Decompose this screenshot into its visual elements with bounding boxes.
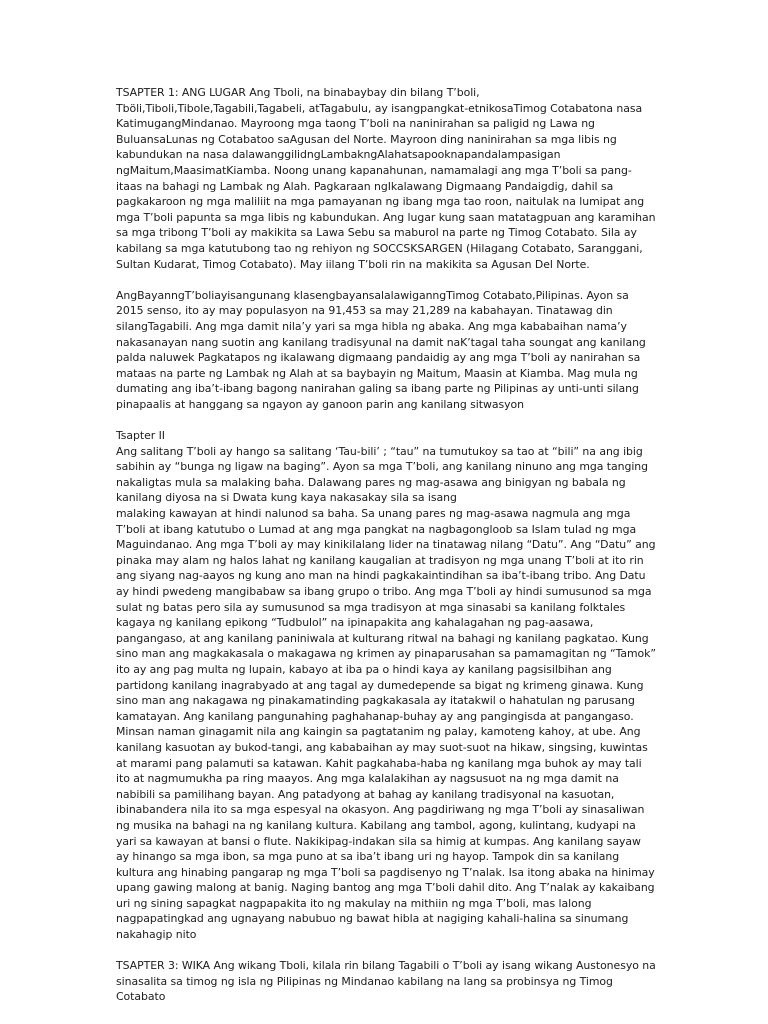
- tboli-culture-paragraph: malaking kawayan at hindi nalunod sa baha. Sa unang pares ng mag-asawa nagmula ang mga T’boli at ibang katutubo o Lumad at ang mga pangkat na nagbagongloob sa Islam tulad ng mga Maguindanao. Ang mga T’boli ay may kinikilalang lider na tinatawag nilang “Datu”. Ang “Datu” ang pinaka may alam ng halos lahat ng kanilang kaugalian at tradisyon ng mga unang T’boli at ito rin ang siyang nag-aayos ng kung ano man na hindi pagkakaintindihan sa iba’t-ibang tribo. Ang Datu ay hindi pwedeng mangibabaw sa ibang grupo o tribo. Ang mga T’boli ay hindi sumusunod sa mga sulat ng batas pero sila ay sumusunod sa mga tradisyon at mga sinasabi sa kanilang folktales kagaya ng kanilang epikong “Tudbulol” na ipinapakita ang kahalagahan ng pag-aasawa, pangangaso, at ang kanilang paniniwala at kulturang ritwal na bahagi ng kanilang pagkatao. Kung sino man ang magkakasala o makagawa ng krimen ay pinaparusahan sa pamamagitan ng “Tamok” ito ay ang pag multa ng lupain, kabayo at iba pa o hindi kaya ay kanilang pagsisilbihan ang partidong kanilang inagrabyado at ang tagal ay dumedepende sa bigat ng krimeng ginawa. Kung sino man ang nakagawa ng pinakamatinding pagkakasala ay itatakwil o hahatulan ng parusang kamatayan. Ang kanilang pangunahing paghahanap-buhay ay ang pangingisda at pangangaso. Minsan naman ginagamit nila ang kaingin sa pagtatanim ng palay, kamoteng kahoy, at ube. Ang kanilang kasuotan ay bukod-tangi, ang kababaihan ay may suot-suot na hikaw, singsing, kuwintas at marami pang palamuti sa katawan. Kahit pagkahaba-haba ng kanilang mga buhok ay may tali ito at nagmumukha pa ring maayos. Ang mga kalalakihan ay nagsusuot na ng mga damit na nabibili sa pamilihang bayan. Ang patadyong at bahag ay kanilang tradisyonal na kasuotan, ibinabandera nila ito sa mga espesyal na okasyon. Ang pagdiriwang ng mga T’boli ay sinasaliwan ng musika na bahagi na ng kanilang kultura. Kabilang ang tambol, agong, kulintang, kudyapi na yari sa kawayan at bansi o flute. Nakikipag-indakan sila sa himig at kumpas. Ang kanilang sayaw ay hinango sa mga ibon, sa mga puno at sa iba’t ibang uri ng hayop. Tampok din sa kanilang kultura ang hinabing pangarap ng mga T’boli sa pagdisenyo ng T’nalak. Isa itong abaka na hinimay upang gawing malong at banig. Naging bantog ang mga T’boli dahil dito. Ang T’nalak ay kakaibang uri ng sining sapagkat nagpapakita ito ng makulay na mithiin ng mga T’boli, mas lalong nagpapatingkad ang ugnayang nabubuo ng bawat hibla at nagiging kahali-halina sa sinumang nakahagip nito: [116, 507, 657, 942]
- tboli-town-paragraph: AngBayanngT’boliayisangunang klasengbayansalalawiganngTimog Cotabato,Pilipinas. Ayon sa 2015 senso, ito ay may populasyon na 91,453 sa may 21,289 na kabahayan. Tinatawag din silangTagabili. Ang mga damit nila’y yari sa mga hibla ng abaka. Ang mga kababaihan nama’y nakasanayan nang suotin ang kanilang tradisyunal na damit naK’tagal taha soungat ang kanilang palda naluwek Pagkatapos ng ikalawang digmaang pandaidig ay ang mga T’boli ay nanirahan sa mataas na parte ng Lambak ng Alah at sa baybayin ng Maitum, Maasin at Kiamba. Mag mula ng dumating ang iba’t-ibang bagong nanirahan galing sa ibang parte ng Pilipinas ay unti-unti silang pinapaalis at hanggang sa ngayon ay ganoon parin ang kanilang sitwasyon: [116, 288, 646, 411]
- document-page: [116, 85, 656, 1005]
- chapter-3-paragraph: TSAPTER 3: WIKA Ang wikang Tboli, kilala rin bilang Tagabili o T’boli ay isang wikang Austonesyo na sinasalita sa timog ng isla ng Pilipinas ng Mindanao kabilang na lang sa probinsya ng Timog Cotabato: [116, 959, 656, 1004]
- paragraph-spacer: [116, 943, 656, 959]
- paragraph-spacer: [116, 272, 656, 288]
- paragraph-spacer: [116, 412, 656, 428]
- chapter-2-heading: Tsapter II: [116, 429, 165, 443]
- chapter-1-paragraph: TSAPTER 1: ANG LUGAR Ang Tboli, na binabaybay din bilang T’boli, Tböli,Tiboli,Tibole,Tagabili,Tagabeli, atTagabulu, ay isangpangkat-etnikosaTimog Cotabatona nasa KatimugangMindanao. Mayroong mga taong T’boli na naninirahan sa paligid ng Lawa ng BuluansaLunas ng Cotabatoo saAgusan del Norte. Mayroon ding naninirahan sa mga libis ng kabundukan na nasa dalawanggilidngLambakngAlahatsapooknapandalampasigan ngMaitum,MaasimatKiamba. Noong unang kapanahunan, namamalagi ang mga T’boli sa pang-itaas na bahagi ng Lambak ng Alah. Pagkaraan ngIkalawang Digmaang Pandaigdig, dahil sa pagkakaroon ng mga maliliit na mga pamayanan ng ibang mga tao roon, naitulak na lumipat ang mga T’boli papunta sa mga libis ng kabundukan. Ang lugar kung saan matatagpuan ang karamihan sa mga tribong T’boli ay makikita sa Lawa Sebu sa maburol na parte ng Timog Cotabato. Sila ay kabilang sa mga katutubong tao ng rehiyon ng SOCCSKSARGEN (Hilagang Cotabato, Saranggani, Sultan Kudarat, Timog Cotabato). May iilang T’boli rin na makikita sa Agusan Del Norte.: [116, 86, 656, 271]
- tboli-origin-paragraph: Ang salitang T’boli ay hango sa salitang ‘Tau-bili’ ; “tau” na tumutukoy sa tao at “bili” na ang ibig sabihin ay “bunga ng ligaw na baging”. Ayon sa mga T’boli, ang kanilang ninuno ang mga tanging nakaligtas mula sa malaking baha. Dalawang pares ng mag-asawa ang binigyan ng babala ng kanilang diyosa na si Dwata kung kaya nakasakay sila sa isang: [116, 444, 649, 505]
